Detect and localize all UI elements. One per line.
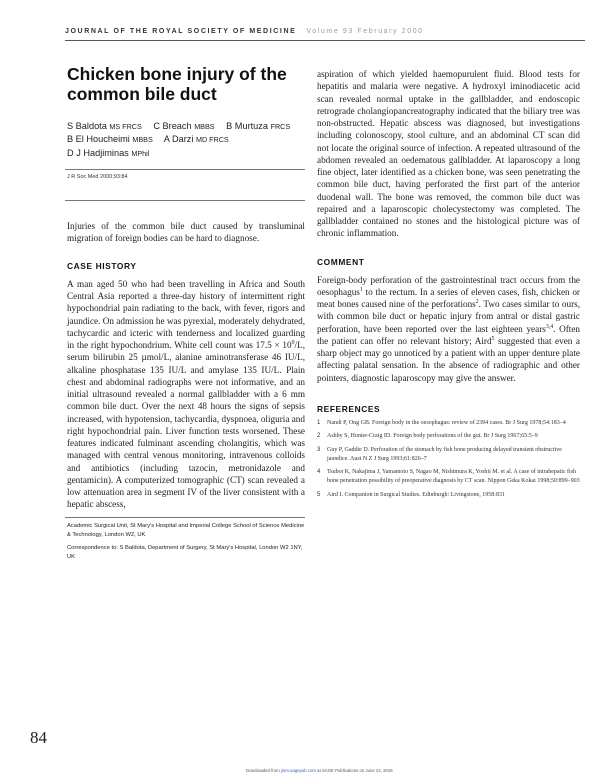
author — [67, 134, 153, 144]
reference-number: 2 — [317, 433, 321, 440]
author-name: B Murtuza — [226, 121, 268, 131]
reference-text: Nandi P, Ong GB. Foreign body in the oesophagus: review of 2394 cases. Br J Surg 1978;54:183–4 — [327, 419, 566, 426]
case-history-heading: CASE HISTORY — [67, 260, 137, 271]
comment-heading: COMMENT — [317, 256, 365, 267]
author-name: A Darzi — [163, 134, 194, 145]
comment-part: . Two cases similar to ours, with common bile duct or hepatic injury from antral or distal gastric perforation, have been reported over the last eighteen years — [317, 299, 580, 334]
comment-part: to the rectum. In a series of eleven cases, fish, chicken or meat bones caused nine of the perforations — [317, 286, 580, 309]
page-number: 84 — [30, 728, 47, 747]
download-link[interactable]: jrsm.sagepub.com — [280, 768, 316, 773]
comment-part: suggested that even a sharp object may go unnoticed by a patient with an upper denture plate affecting palatal sensation. In the absence of radiographic and other pointers, diagnostic laparoscopy may give the answer. — [317, 335, 580, 383]
correspondence: Correspondence to: S Baldota, Department of Surgery, St Mary's Hospital, London W2 1NY, UK — [67, 544, 303, 560]
divider — [65, 517, 305, 518]
ref-marker: 1 — [359, 286, 363, 293]
case-history-part-1: A man aged 50 who had been travelling in Africa and South Central Asia reported a three-day history of intermittent right hypochondrial pain radiating to the back, with fever, rigors and jaundice. On admission he was pyrexial, moderately dehydrated, tachycardic and icteric with tenderness and localized guarding in the right hypochondrium. White cell count was 17.5 × 10 — [67, 278, 305, 351]
ref-marker: 2 — [475, 298, 479, 305]
ref-marker: 3,4 — [545, 323, 554, 330]
title-line-2: common bile duct — [67, 84, 217, 104]
author-list — [67, 120, 305, 160]
author-name: B El Houcheimi — [67, 134, 130, 145]
comment-part: Foreign-body perforation of the gastrointestinal tract occurs from the oesophagus — [317, 274, 580, 297]
reference-item — [317, 432, 580, 441]
abstract: Injuries of the common bile duct caused by transluminal migration of foreign bodies can be hard to diagnose. — [67, 220, 305, 244]
author-name: D J Hadjiminas — [67, 147, 129, 158]
author-degrees: MS FRCS — [109, 122, 142, 131]
reference-text: Tsuboi K, Nakajima J, Yamamoto S, Nagao M, Nishimura K, Yoshii M. et al. A case of intrahepatic fish bone penetration possibility of preoperative diagnosis by CT scan. Nippon Geka Kokai 1998;50:899–903 — [327, 469, 580, 485]
reference-text: Guy P, Gaddie D. Perforation of the stomach by fish bone producing delayed transient obstructive jaundice. Aust N Z J Surg 1993;61:826–7 — [327, 446, 562, 462]
ref-marker: 5 — [491, 335, 495, 342]
author — [67, 121, 142, 131]
reference-item — [317, 491, 580, 500]
left-column — [65, 64, 305, 562]
divider — [65, 200, 305, 201]
header-rule — [65, 40, 585, 41]
author — [67, 148, 149, 158]
reference-number: 3 — [317, 446, 321, 453]
reference-number: 5 — [317, 491, 321, 498]
references-heading: REFERENCES — [317, 403, 381, 414]
affiliation: Academic Surgical Unit, St Mary's Hospital and Imperial College School of Science Medicine & Technology, London W2, UK — [67, 522, 305, 538]
issue-info: Volume 93 February 2000 — [306, 28, 424, 35]
right-column — [317, 68, 580, 504]
author-degrees: FRCS — [270, 122, 291, 131]
author-name: S Baldota — [67, 121, 107, 131]
download-notice — [246, 768, 526, 773]
case-history-continued: aspiration of which yielded haemopurulent fluid. Blood tests for hepatitis and malaria were negative. A hydroxyl iminodiacetic acid scan revealed normal uptake in the gallbladder, and endoscopic retrograde cholangiopancreatography indicated that the biliary tree was non-obstructed. Hepatic abscess was diagnosed, but investigations including colonoscopy, stool culture, and an abdominal CT scan did not locate the original source of infection. A repeated ultrasound of the abdomen revealed an oedematous gallbladder. At laparoscopy a long fine object, later identified as a chicken bone, was seen penetrating the common bile duct, having perforated the first part of the anterior duodenal wall. The bone was removed, the common bile duct was repaired and a laparoscopic cholecystectomy was completed. The gallbladder contained no stones and the histological picture was of chronic inflammation. — [317, 69, 580, 239]
reference-number: 4 — [317, 469, 321, 476]
author-degrees: MD FRCS — [195, 135, 229, 145]
author — [153, 121, 214, 131]
reference-item — [317, 468, 580, 486]
author — [226, 121, 290, 131]
reference-text: Aird I. Companion in Surgical Studies. Edinburgh: Livingstone, 1958:831 — [327, 491, 505, 498]
download-prefix: Downloaded from — [246, 768, 281, 773]
comment-part: . Often the patient can offer no relevant history; Aird — [317, 323, 581, 346]
reference-item — [317, 446, 580, 464]
author-name: C Breach — [153, 121, 192, 131]
reference-item — [317, 419, 580, 428]
exponent: 9 — [291, 340, 295, 347]
download-suffix: at SAGE Publications on June 22, 2016 — [315, 768, 393, 773]
divider — [65, 169, 305, 170]
case-history-part-2: /L, serum bilirubin 25 µmol/L, alanine aminotransferase 46 IU/L, alkaline phosphatase 135 IU/L and amylase 135 IU/L. Plain chest and abdominal radiographs were not informative, and an initial ultrasound revealed a normal gallbladder with a 6 mm common bile duct. Over the next 48 hours the signs of sepsis increased, with hypotension, tachycardia, dyspnoea, oliguria and right hypochondrial pain. Liver function tests worsened. These features indicated fulminant ascending cholangitis, which was managed with central venous monitoring, intravenous colloids and antibiotics (including tazocin, metronidazole and gentamicin). A computerized tomographic (CT) scan revealed a low attenuation area in segment IV of the liver consistent with a hepatic abscess, — [67, 340, 305, 510]
author — [164, 134, 229, 144]
case-history-text — [67, 278, 305, 511]
reference-text: Ashby S, Hunter-Craig ID. Foreign body perforations of the gut. Br J Surg 1967;65:5–9 — [327, 433, 538, 440]
author-degrees: MBBS — [132, 135, 153, 145]
comment-text — [317, 274, 580, 384]
journal-citation: J R Soc Med 2000;93:84 — [67, 173, 128, 180]
reference-number: 1 — [317, 419, 321, 426]
author-degrees: MPhil — [131, 148, 150, 158]
article-title — [67, 64, 305, 104]
journal-name: JOURNAL OF THE ROYAL SOCIETY OF MEDICINE — [65, 28, 297, 35]
running-head — [65, 28, 585, 35]
author-degrees: MBBS — [194, 122, 215, 131]
title-line-1: Chicken bone injury of the — [67, 64, 287, 84]
